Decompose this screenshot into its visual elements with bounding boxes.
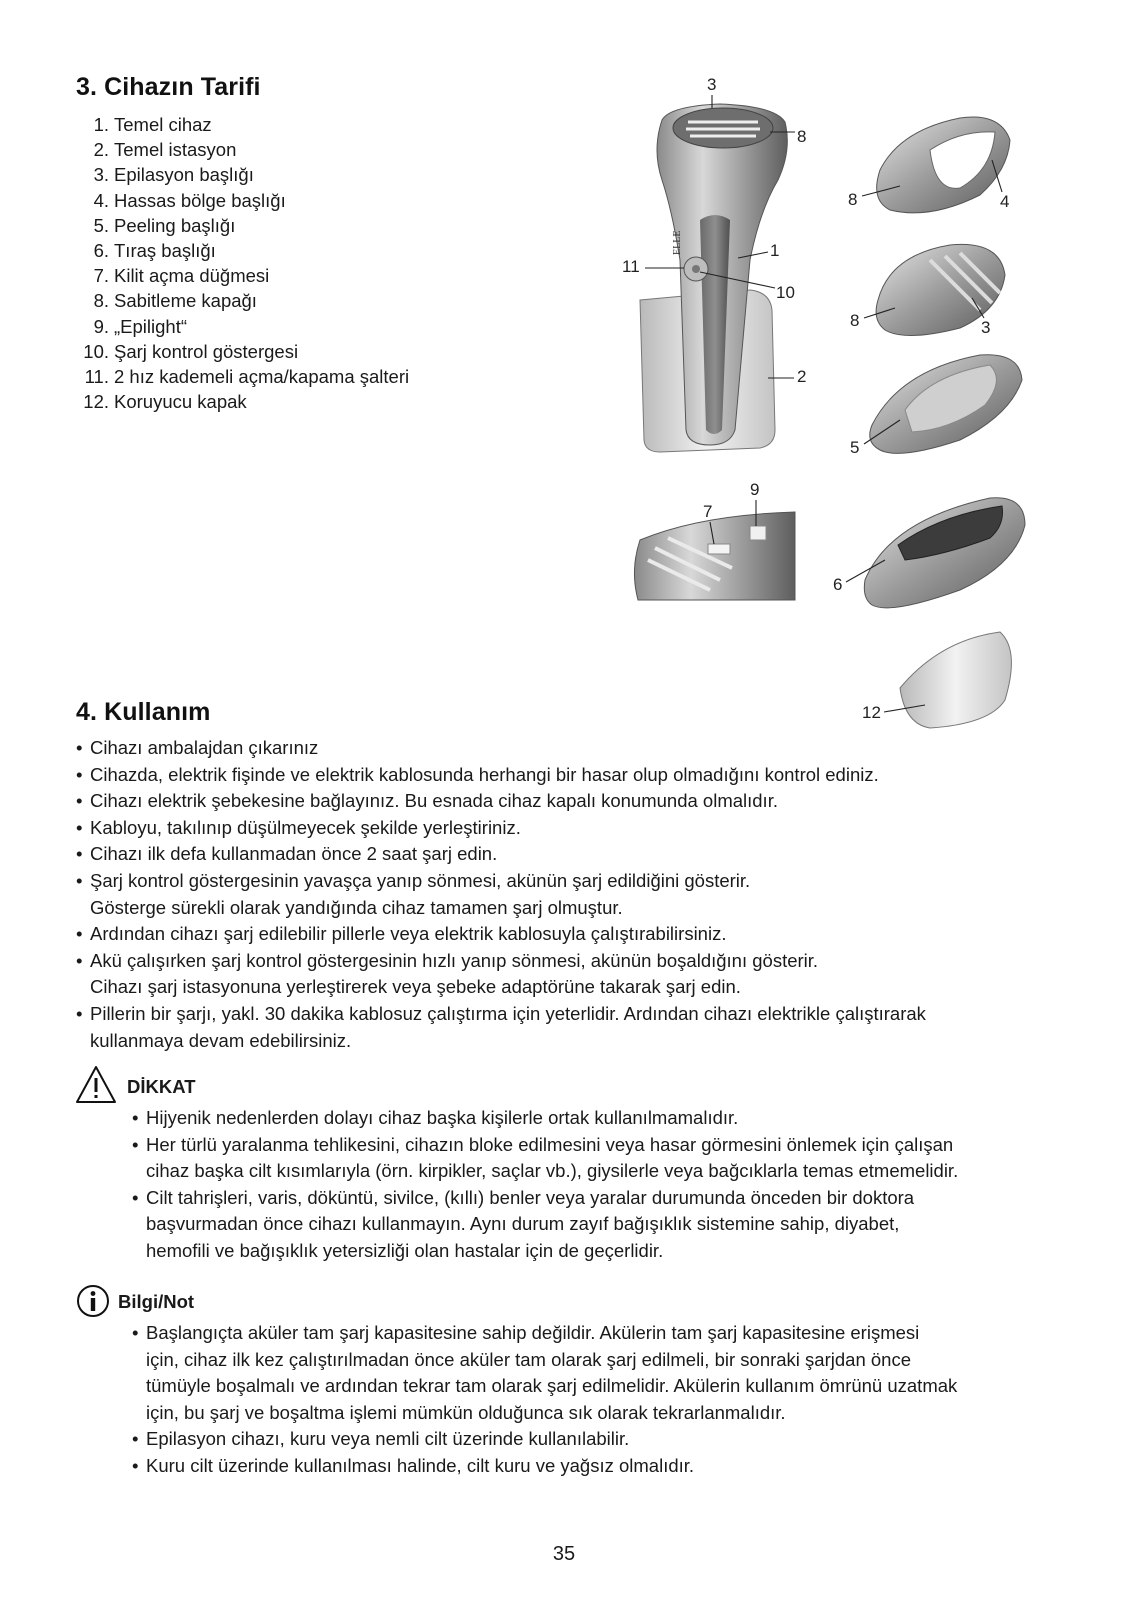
brand-text: ELLE [672,230,683,255]
info-item [132,1453,1092,1480]
usage-item-text-cont: Cihazı şarj istasyonuna yerleştirerek veya şebeke adaptörüne takarak şarj edin. [90,976,741,998]
usage-item-text: • Pillerin bir şarjı, yakl. 30 dakika kablosuz çalıştırma için yeterlidir. Ardından cihazı elektrikle çalıştırarak [90,1002,926,1024]
charge-indicator-shape [692,265,700,273]
callout-9: 9 [750,480,760,499]
section-title-usage: 4. Kullanım [76,698,211,726]
usage-item [76,868,1096,921]
usage-list [76,735,1096,1054]
part-number: 1. [93,114,109,135]
part-item [76,339,409,364]
usage-item [76,921,1096,948]
page-number: 35 [552,1543,576,1565]
part-label: Şarj kontrol göstergesi [114,340,299,362]
warning-item-text: • Cilt tahrişleri, varis, döküntü, sivilce, (kıllı) benler veya yaralar durumunda önceden bir doktora [146,1186,915,1208]
warning-triangle-icon [74,1064,118,1106]
warning-item-text: • Hijyenik nedenlerden dolayı cihaz başka kişilerle ortak kullanılmamalıdır. [146,1107,739,1128]
warning-title: DİKKAT [127,1076,196,1097]
part-item [76,112,409,137]
info-item-text: • Başlangıçta aküler tam şarj kapasitesine sahip değildir. Akülerin tam şarj kapasitesine erişmesi [146,1322,920,1343]
callout-6: 6 [833,575,843,594]
callout-8-precision: 8 [848,190,858,209]
usage-item-text-cont: kullanmaya devam edebilirsiniz. [90,1029,352,1051]
usage-item [76,815,1096,842]
part-number: 3. [93,164,109,186]
callout-3-top: 3 [707,75,717,94]
info-item [132,1426,1092,1453]
info-item-text-cont: tümüyle boşalmalı ve ardından tekrar tam olarak şarj edilmelidir. Akülerin kullanım ömrünü uzatmak [146,1375,958,1397]
part-label: Kilit açma düğmesi [114,265,270,287]
callout-8-epilation: 8 [850,311,860,330]
info-item-text: • Epilasyon cihazı, kuru veya nemli cilt üzerinde kullanılabilir. [146,1428,630,1450]
usage-item-text: • Ardından cihazı şarj edilebilir pillerle veya elektrik kablosuyla çalıştırabilirsiniz. [90,923,727,945]
part-item [76,288,409,313]
callout-7: 7 [703,502,713,521]
info-title: Bilgi/Not [118,1291,195,1312]
callout-4: 4 [1000,192,1010,211]
usage-item-text: • Şarj kontrol göstergesinin yavaşça yanıp sönmesi, akünün şarj edildiğini gösterir. [90,869,751,891]
part-item [76,213,409,238]
usage-item [76,948,1096,1001]
part-item [76,389,409,414]
part-item [76,162,409,187]
info-item-text-cont: için, bu şarj ve boşaltma işlemi mümkün olduğunca sık olarak tekrarlanmalıdır. [146,1401,786,1423]
callout-8-top: 8 [797,127,807,146]
part-label: Temel istasyon [114,139,237,161]
usage-item-text: • Kabloyu, takılınıp düşülmeyecek şekilde yerleştiriniz. [90,816,521,838]
section-title-device-description: 3. Cihazın Tarifi [76,73,261,101]
callout-11: 11 [622,257,640,276]
part-item [76,314,409,339]
usage-item-text: • Cihazı elektrik şebekesine bağlayınız. Bu esnada cihaz kapalı konumunda olmalıdır. [90,790,778,812]
unlock-button-shape [708,544,730,554]
warning-item [132,1105,1092,1132]
info-item-text-cont: için, cihaz ilk kez çalıştırılmadan önce aküler tam olarak şarj edilmeli, bir sonraki şarjdan önce [146,1348,911,1370]
warning-item-text-cont: hemofili ve bağışıklık yetersizliği olan hastalar için de geçerlidir. [146,1239,664,1261]
protective-cap-shape [900,632,1011,728]
usage-item-text: • Cihazı ilk defa kullanmadan önce 2 saat şarj edin. [90,843,498,865]
part-label: Temel cihaz [114,114,212,135]
part-number: 8. [93,290,109,312]
info-list [132,1320,1092,1480]
closeup-device-shape [634,512,795,600]
part-item [76,263,409,288]
part-label: Epilasyon başlığı [114,164,254,186]
callout-5: 5 [850,438,860,457]
part-number: 4. [93,189,109,211]
part-number: 5. [93,214,109,236]
warning-item-text-cont: cihaz başka cilt kısımlarıyla (örn. kirpikler, saçlar vb.), giysilerle veya bağcıklarla temas etmemelidir. [146,1160,959,1182]
part-number: 9. [93,315,109,337]
part-label: Tıraş başlığı [114,240,216,262]
usage-item-text: • Cihazı ambalajdan çıkarınız [90,737,319,758]
usage-item [76,735,1096,762]
part-label: Hassas bölge başlığı [114,189,286,211]
usage-item-text: • Cihazda, elektrik fişinde ve elektrik kablosunda herhangi bir hasar olup olmadığını kontrol ediniz. [90,763,879,785]
callout-3-epilation: 3 [981,318,991,337]
callout-12: 12 [862,703,881,722]
part-item [76,364,409,389]
part-number: 11. [84,366,109,388]
device-illustration [600,60,1080,750]
part-label: Koruyucu kapak [114,391,247,413]
info-item-text: • Kuru cilt üzerinde kullanılması halinde, cilt kuru ve yağsız olmalıdır. [146,1454,695,1476]
part-number: 2. [93,139,109,161]
info-item [132,1320,1092,1426]
part-label: „Epilight“ [114,315,187,337]
warning-item-text: • Her türlü yaralanma tehlikesini, cihazın bloke edilmesini veya hasar görmesini önlemek için çalışan [146,1133,954,1155]
usage-item [76,1001,1096,1054]
part-label: 2 hız kademeli açma/kapama şalteri [114,366,410,388]
part-number: 12. [83,391,109,413]
usage-item-text: • Akü çalışırken şarj kontrol göstergesinin hızlı yanıp sönmesi, akünün boşaldığını gösterir. [90,949,819,971]
part-item [76,188,409,213]
usage-item-text-cont: Gösterge sürekli olarak yandığında cihaz tamamen şarj olmuştur. [90,896,623,918]
part-item [76,137,409,162]
info-icon [76,1284,110,1318]
callout-2: 2 [797,367,807,386]
warning-item-text-cont: başvurmadan önce cihazı kullanmayın. Aynı durum zayıf bağışıklık sistemine sahip, diyabet, [146,1213,900,1235]
warning-item [132,1185,1092,1265]
warning-list [132,1105,1092,1265]
callout-1: 1 [770,241,780,260]
usage-item [76,788,1096,815]
callout-10: 10 [776,283,795,302]
part-label: Sabitleme kapağı [114,290,257,312]
parts-list [76,112,409,414]
epilight-shape [750,526,766,540]
part-number: 6. [93,240,109,262]
part-item [76,238,409,263]
usage-item [76,762,1096,789]
usage-item [76,841,1096,868]
part-number: 10. [83,340,109,362]
part-number: 7. [93,265,109,287]
part-label: Peeling başlığı [114,214,236,236]
warning-item [132,1132,1092,1185]
